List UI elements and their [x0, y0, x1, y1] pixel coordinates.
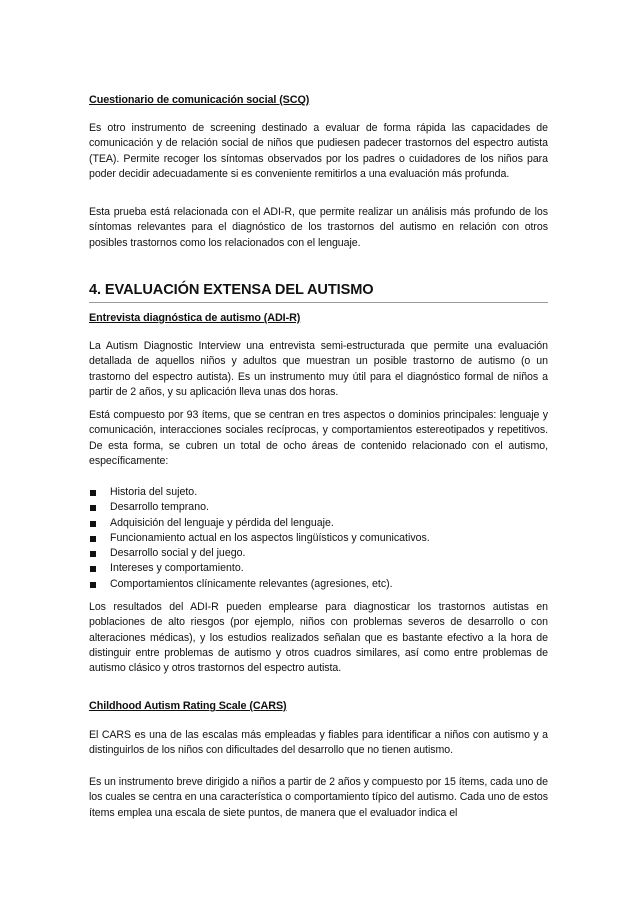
bullet-square-icon: [90, 536, 96, 542]
list-item: [89, 561, 548, 576]
scq-section: [89, 93, 548, 108]
list-item: [89, 531, 548, 546]
adir-areas-list: [89, 485, 548, 592]
scq-heading: Cuestionario de comunicación social (SCQ): [89, 94, 310, 106]
section-4-header: [89, 281, 548, 303]
adir-paragraph-1-wrap: [89, 339, 548, 400]
adir-section: [89, 311, 548, 326]
list-item-text: Comportamientos clínicamente relevantes (agresiones, etc).: [110, 577, 393, 590]
cars-section: [89, 699, 548, 714]
scq-paragraph-2-wrap: [89, 205, 548, 251]
scq-paragraph-2: Esta prueba está relacionada con el ADI-R, que permite realizar un análisis más profundo de los síntomas relevantes para el diagnóstico de los trastornos del autismo en relación con otros posibles trastornos como los relacionados con el lenguaje.: [89, 206, 548, 249]
list-item-text: Desarrollo social y del juego.: [110, 547, 246, 560]
list-item: [89, 577, 548, 592]
list-item-text: Historia del sujeto.: [110, 486, 198, 498]
list-item-text: Funcionamiento actual en los aspectos lingüísticos y comunicativos.: [110, 531, 430, 544]
scq-paragraph-1: Es otro instrumento de screening destinado a evaluar de forma rápida las capacidades de comunicación y de relación social de niños que pudiesen padecer trastornos del espectro autista (TEA). Permite recoger los síntomas observados por los padres o cuidadores de los niños para poder decidir adecuadamente si es conveniente remitirlos a una evaluación más profunda.: [89, 122, 548, 180]
list-item: [89, 546, 548, 561]
bullet-square-icon: [90, 582, 96, 588]
list-item-text: Adquisición del lenguaje y pérdida del lenguaje.: [110, 516, 334, 529]
section-4-title: 4. EVALUACIÓN EXTENSA DEL AUTISMO: [89, 281, 548, 303]
cars-heading: Childhood Autism Rating Scale (CARS): [89, 700, 287, 712]
list-item: [89, 485, 548, 500]
bullet-square-icon: [90, 490, 96, 496]
adir-paragraph-3: Los resultados del ADI-R pueden emplearse para diagnosticar los trastornos autistas en poblaciones de alto riesgos (por ejemplo, niños con problemas severos de desarrollo o con alteraciones médicas), y los estudios realizados señalan que es bastante efectivo a la hora de distinguir entre problemas de autismo y otros cuadros similares, así como entre problemas de autismo clásico y otros trastornos del espectro autista.: [89, 601, 548, 675]
list-item-text: Intereses y comportamiento.: [110, 562, 244, 575]
scq-paragraph-1-wrap: [89, 121, 548, 182]
bullet-square-icon: [90, 566, 96, 572]
bullet-square-icon: [90, 505, 96, 511]
list-item: [89, 516, 548, 531]
adir-paragraph-2: Está compuesto por 93 ítems, que se centran en tres aspectos o dominios principales: lenguaje y comunicación, interacciones sociales recíprocas, y comportamientos estereotipados y repetitivos. De esta forma, se cubren un total de ocho áreas de contenido relacionado con el autismo, específicamente:: [89, 409, 548, 467]
cars-paragraph-2: Es un instrumento breve dirigido a niños a partir de 2 años y compuesto por 15 ítems, cada uno de los cuales se centra en una característica o comportamiento típico del autismo. Cada uno de estos ítems emplea una escala de siete puntos, de manera que el evaluador indica el: [89, 776, 548, 819]
adir-paragraph-1: La Autism Diagnostic Interview una entrevista semi-estructurada que permite una evaluación detallada de aquellos niños y adultos que muestran un posible trastorno de autismo (o un trastorno del espectro autista). Es un instrumento muy útil para el diagnóstico formal de niños a partir de 2 años, y su aplicación lleva unas dos horas.: [89, 340, 548, 398]
list-item-text: Desarrollo temprano.: [110, 501, 209, 514]
adir-paragraph-3-wrap: [89, 600, 548, 676]
cars-paragraph-1: El CARS es una de las escalas más empleadas y fiables para identificar a niños con autismo y a distinguirlos de los niños con dificultades del desarrollo que no tienen autismo.: [89, 729, 548, 757]
bullet-square-icon: [90, 551, 96, 557]
adir-paragraph-2-wrap: [89, 408, 548, 469]
cars-paragraph-1-wrap: [89, 728, 548, 759]
bullet-square-icon: [90, 521, 96, 527]
adir-heading: Entrevista diagnóstica de autismo (ADI-R): [89, 312, 301, 324]
adir-areas-list-wrap: [89, 485, 548, 592]
list-item: [89, 500, 548, 515]
cars-paragraph-2-wrap: [89, 775, 548, 821]
